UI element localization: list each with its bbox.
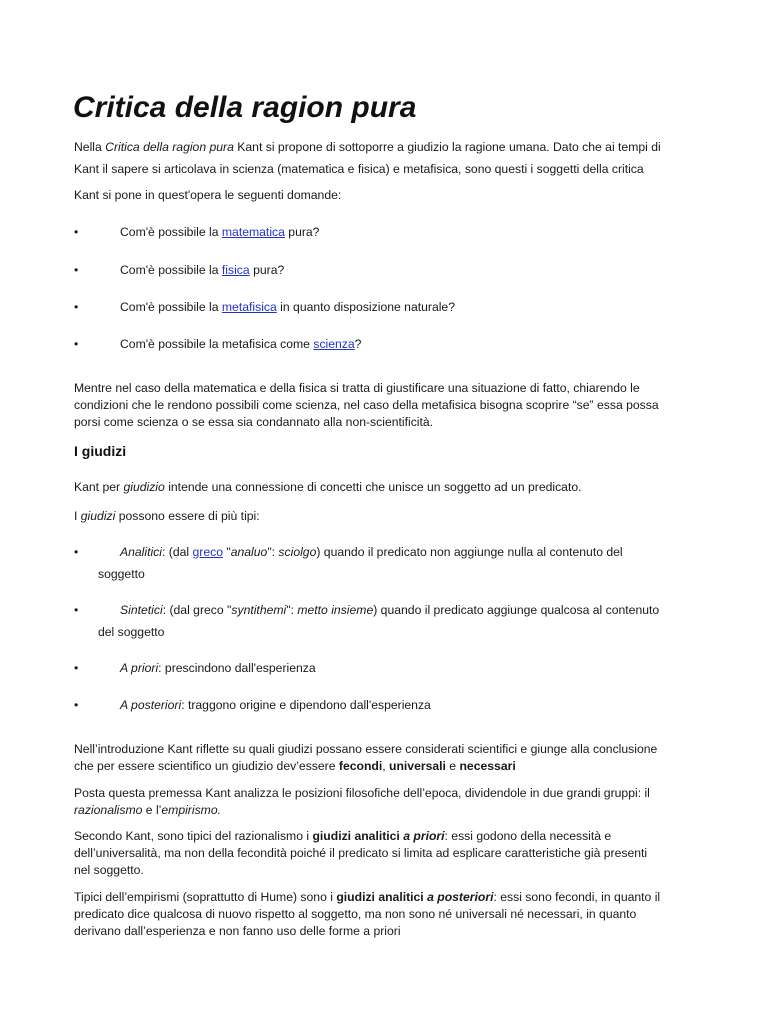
link-greco[interactable]: greco [192, 545, 223, 559]
link-metafisica[interactable]: metafisica [221, 300, 277, 314]
page-title: Critica della ragion pura [73, 91, 417, 124]
razionalismo-paragraph: Secondo Kant, sono tipici del razionalismo i giudizi analitici a priori: essi godono della necessità e dell’universalità, ma non della fecondità poiché il predicato si limita ad esplicare caratteristiche già presenti nel soggetto. [74, 829, 648, 877]
premessa-paragraph: Posta questa premessa Kant analizza le posizioni filosofiche dell’epoca, dividendole in due grandi gruppi: il razionalismo e l’empirismo. [74, 786, 650, 817]
giudizi-types-intro: I giudizi possono essere di più tipi: [74, 509, 260, 523]
bullet-icon: • [74, 545, 79, 559]
intro-line-1: Nella Critica della ragion pura Kant si propone di sottoporre a giudizio la ragione umana. Dato che ai tempi di [74, 140, 661, 154]
empirismo-paragraph: Tipici dell’empirismi (soprattutto di Hume) sono i giudizi analitici a posteriori: essi sono fecondi, in quanto il predicato dice qualcosa di nuovo rispetto al soggetto, ma non sono né universali né necessari, in quanto derivano dall’esperienza e non fanno uso delle forme a priori [74, 890, 661, 938]
bullet-icon: • [74, 661, 79, 675]
intro-paragraph [74, 136, 714, 180]
bullet-icon: • [74, 300, 79, 314]
type-item-analitici: • Analitici: (dal greco "analuo": sciolgo) quando il predicato non aggiunge nulla al contenuto del soggetto [74, 541, 714, 585]
intro-line-2: Kant il sapere si articolava in scienza (matematica e fisica) e metafisica, sono questi i soggetti della critica [74, 162, 644, 176]
section-heading-giudizi: I giudizi [74, 443, 127, 459]
work-title-italic: Critica della ragion pura [105, 140, 234, 154]
bullet-icon: • [74, 337, 79, 351]
situazione-paragraph: Mentre nel caso della matematica e della fisica si tratta di giustificare una situazione di fatto, chiarendo le condizioni che le rendono possibili come scienza, nel caso della metafisica bisogna scoprire “se” essa possa porsi come scienza o se essa sia condannato alla non-scientificità. [74, 381, 659, 429]
giudizio-definition: Kant per giudizio intende una connessione di concetti che unisce un soggetto ad un predicato. [74, 480, 582, 494]
bullet-icon: • [74, 225, 79, 239]
bullet-icon: • [74, 263, 79, 277]
questions-intro: Kant si pone in quest'opera le seguenti domande: [74, 188, 342, 202]
document-page: Critica della ragion pura Nella Critica della ragion pura Kant si propone di sottoporre a giudizio la ragione umana. Dato che ai tempi di Kant il sapere si articolava in scienza (matematica e fisica) e metafisica, sono questi i soggetti della critica Kant si pone in quest'opera le seguenti domande: • Com'è possibile la matematica pura? • Com'è possibile la fisica pura? • Com'è possibile la metafisica in quanto disposizione naturale? • Com'è possibile la metafisica come scienza? Mentre nel caso della matematica e della fisica si tratta di giustificare una situazione di fatto, chiarendo le condizioni che le rendono possibili come scienza, nel caso della metafisica bisogna scoprire “se” essa possa porsi come scienza o se essa sia condannato alla non-scientificità. I giudizi Kant per giudizio intende una connessione di concetti che unisce un soggetto ad un predicato. I giudizi possono essere di più tipi: • Analitici: (dal greco "analuo": sciolgo) quando il predicato non aggiunge nulla al contenuto del soggetto • Sintetici: (dal greco "syntithemi": metto insieme) quando il predicato aggiunge qualcosa al contenuto del soggetto • A priori: prescindono dall'esperienza • A posteriori: traggono origine e dipendono dall'esperienza Nell’introduzione Kant riflette su quali giudizi possano essere considerati scientifici e giunge alla conclusione che per essere scientifico un giudizio dev’essere fecondi, universali e necessari Posta questa premessa Kant analizza le posizioni filosofiche dell’epoca, dividendole in due grandi gruppi: il razionalismo e l’empirismo. Secondo Kant, sono tipici del razionalismo i giudizi analitici a priori: essi godono della necessità e dell’universalità, ma non della fecondità poiché il predicato si limita ad esplicare caratteristiche già presenti nel soggetto. Tipici dell’empirismi (soprattutto di Hume) sono i giudizi analitici a posteriori: essi sono fecondi, in quanto il predicato dice qualcosa di nuovo rispetto al soggetto, ma non sono né universali né necessari, in quanto derivano dall’esperienza e non fanno uso delle forme a priori [0, 0, 768, 1024]
link-scienza[interactable]: scienza [313, 337, 355, 351]
introduzione-paragraph: Nell’introduzione Kant riflette su quali giudizi possano essere considerati scientifici e giunge alla conclusione che per essere scientifico un giudizio dev’essere fecondi, universali e necessari [74, 742, 658, 773]
link-matematica[interactable]: matematica [221, 225, 285, 239]
bullet-icon: • [74, 698, 79, 712]
link-fisica[interactable]: fisica [221, 263, 250, 277]
bullet-icon: • [74, 603, 79, 617]
type-item-sintetici: • Sintetici: (dal greco "syntithemi": metto insieme) quando il predicato aggiunge qualcosa al contenuto del soggetto [74, 599, 714, 643]
